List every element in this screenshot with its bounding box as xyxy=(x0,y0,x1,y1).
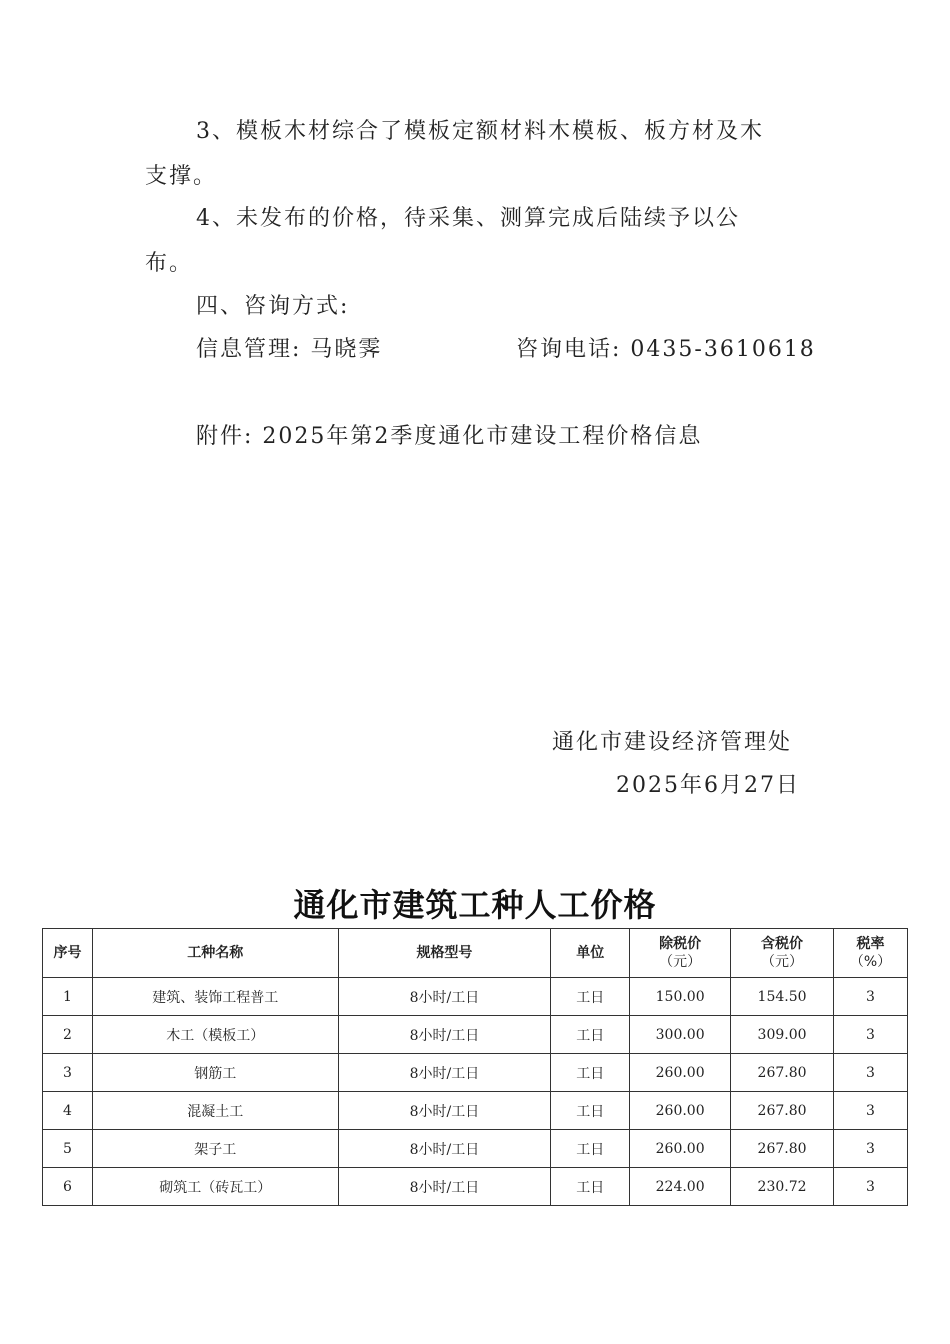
cell-taxrate: 3 xyxy=(833,1016,907,1054)
cell-seq: 4 xyxy=(43,1092,93,1130)
cell-withtax: 309.00 xyxy=(731,1016,834,1054)
header-taxrate xyxy=(833,929,907,978)
cell-name: 木工（模板工） xyxy=(92,1016,338,1054)
cell-seq: 1 xyxy=(43,978,93,1016)
header-taxrate-unit: （%） xyxy=(849,954,892,970)
cell-spec: 8小时/工日 xyxy=(338,1092,551,1130)
cell-name: 混凝土工 xyxy=(92,1092,338,1130)
labor-price-table xyxy=(42,928,908,1206)
header-spec: 规格型号 xyxy=(338,929,551,978)
header-unit: 单位 xyxy=(551,929,630,978)
table-row xyxy=(43,1016,908,1054)
cell-taxrate: 3 xyxy=(833,1092,907,1130)
cell-seq: 3 xyxy=(43,1054,93,1092)
note-item-4-line-2: 布。 xyxy=(145,251,194,276)
cell-name: 架子工 xyxy=(92,1130,338,1168)
cell-seq: 5 xyxy=(43,1130,93,1168)
cell-name: 砌筑工（砖瓦工） xyxy=(92,1168,338,1206)
table-row xyxy=(43,1054,908,1092)
cell-spec: 8小时/工日 xyxy=(338,1054,551,1092)
cell-unit: 工日 xyxy=(551,1054,630,1092)
consult-heading: 四、咨询方式: xyxy=(196,294,350,319)
cell-unit: 工日 xyxy=(551,978,630,1016)
table-title: 通化市建筑工种人工价格 xyxy=(293,886,657,924)
note-item-3-line-2: 支撑。 xyxy=(145,164,218,189)
header-withtax-unit: （元） xyxy=(761,954,804,970)
cell-name: 钢筋工 xyxy=(92,1054,338,1092)
cell-spec: 8小时/工日 xyxy=(338,1016,551,1054)
table-row xyxy=(43,1092,908,1130)
cell-taxrate: 3 xyxy=(833,978,907,1016)
cell-spec: 8小时/工日 xyxy=(338,978,551,1016)
cell-withtax: 267.80 xyxy=(731,1054,834,1092)
table-row xyxy=(43,1168,908,1206)
header-taxrate-label: 税率 xyxy=(856,936,885,952)
cell-pretax: 224.00 xyxy=(630,1168,731,1206)
consult-phone: 咨询电话: 0435-3610618 xyxy=(516,337,816,362)
cell-taxrate: 3 xyxy=(833,1130,907,1168)
cell-withtax: 230.72 xyxy=(731,1168,834,1206)
cell-pretax: 260.00 xyxy=(630,1130,731,1168)
cell-seq: 2 xyxy=(43,1016,93,1054)
table-header-row xyxy=(43,929,908,978)
cell-seq: 6 xyxy=(43,1168,93,1206)
cell-name: 建筑、装饰工程普工 xyxy=(92,978,338,1016)
cell-withtax: 267.80 xyxy=(731,1092,834,1130)
header-withtax xyxy=(731,929,834,978)
table-row xyxy=(43,978,908,1016)
table-row xyxy=(43,1130,908,1168)
header-seq: 序号 xyxy=(43,929,93,978)
note-item-3-line-1: 3、模板木材综合了模板定额材料木模板、板方材及木 xyxy=(196,119,764,144)
cell-pretax: 300.00 xyxy=(630,1016,731,1054)
cell-unit: 工日 xyxy=(551,1016,630,1054)
header-withtax-label: 含税价 xyxy=(761,936,804,952)
cell-pretax: 260.00 xyxy=(630,1092,731,1130)
cell-unit: 工日 xyxy=(551,1092,630,1130)
cell-withtax: 267.80 xyxy=(731,1130,834,1168)
cell-spec: 8小时/工日 xyxy=(338,1168,551,1206)
cell-taxrate: 3 xyxy=(833,1168,907,1206)
cell-unit: 工日 xyxy=(551,1168,630,1206)
cell-withtax: 154.50 xyxy=(731,978,834,1016)
header-pretax-label: 除税价 xyxy=(659,936,702,952)
header-name: 工种名称 xyxy=(92,929,338,978)
cell-spec: 8小时/工日 xyxy=(338,1130,551,1168)
signature-date: 2025年6月27日 xyxy=(616,773,800,798)
cell-unit: 工日 xyxy=(551,1130,630,1168)
cell-pretax: 150.00 xyxy=(630,978,731,1016)
header-pretax xyxy=(630,929,731,978)
note-item-4-line-1: 4、未发布的价格，待采集、测算完成后陆续予以公 xyxy=(196,206,740,231)
signature-org: 通化市建设经济管理处 xyxy=(552,730,793,755)
header-pretax-unit: （元） xyxy=(659,954,702,970)
cell-pretax: 260.00 xyxy=(630,1054,731,1092)
attachment-line: 附件: 2025年第2季度通化市建设工程价格信息 xyxy=(196,424,703,449)
info-manager: 信息管理: 马晓霁 xyxy=(196,337,383,362)
cell-taxrate: 3 xyxy=(833,1054,907,1092)
